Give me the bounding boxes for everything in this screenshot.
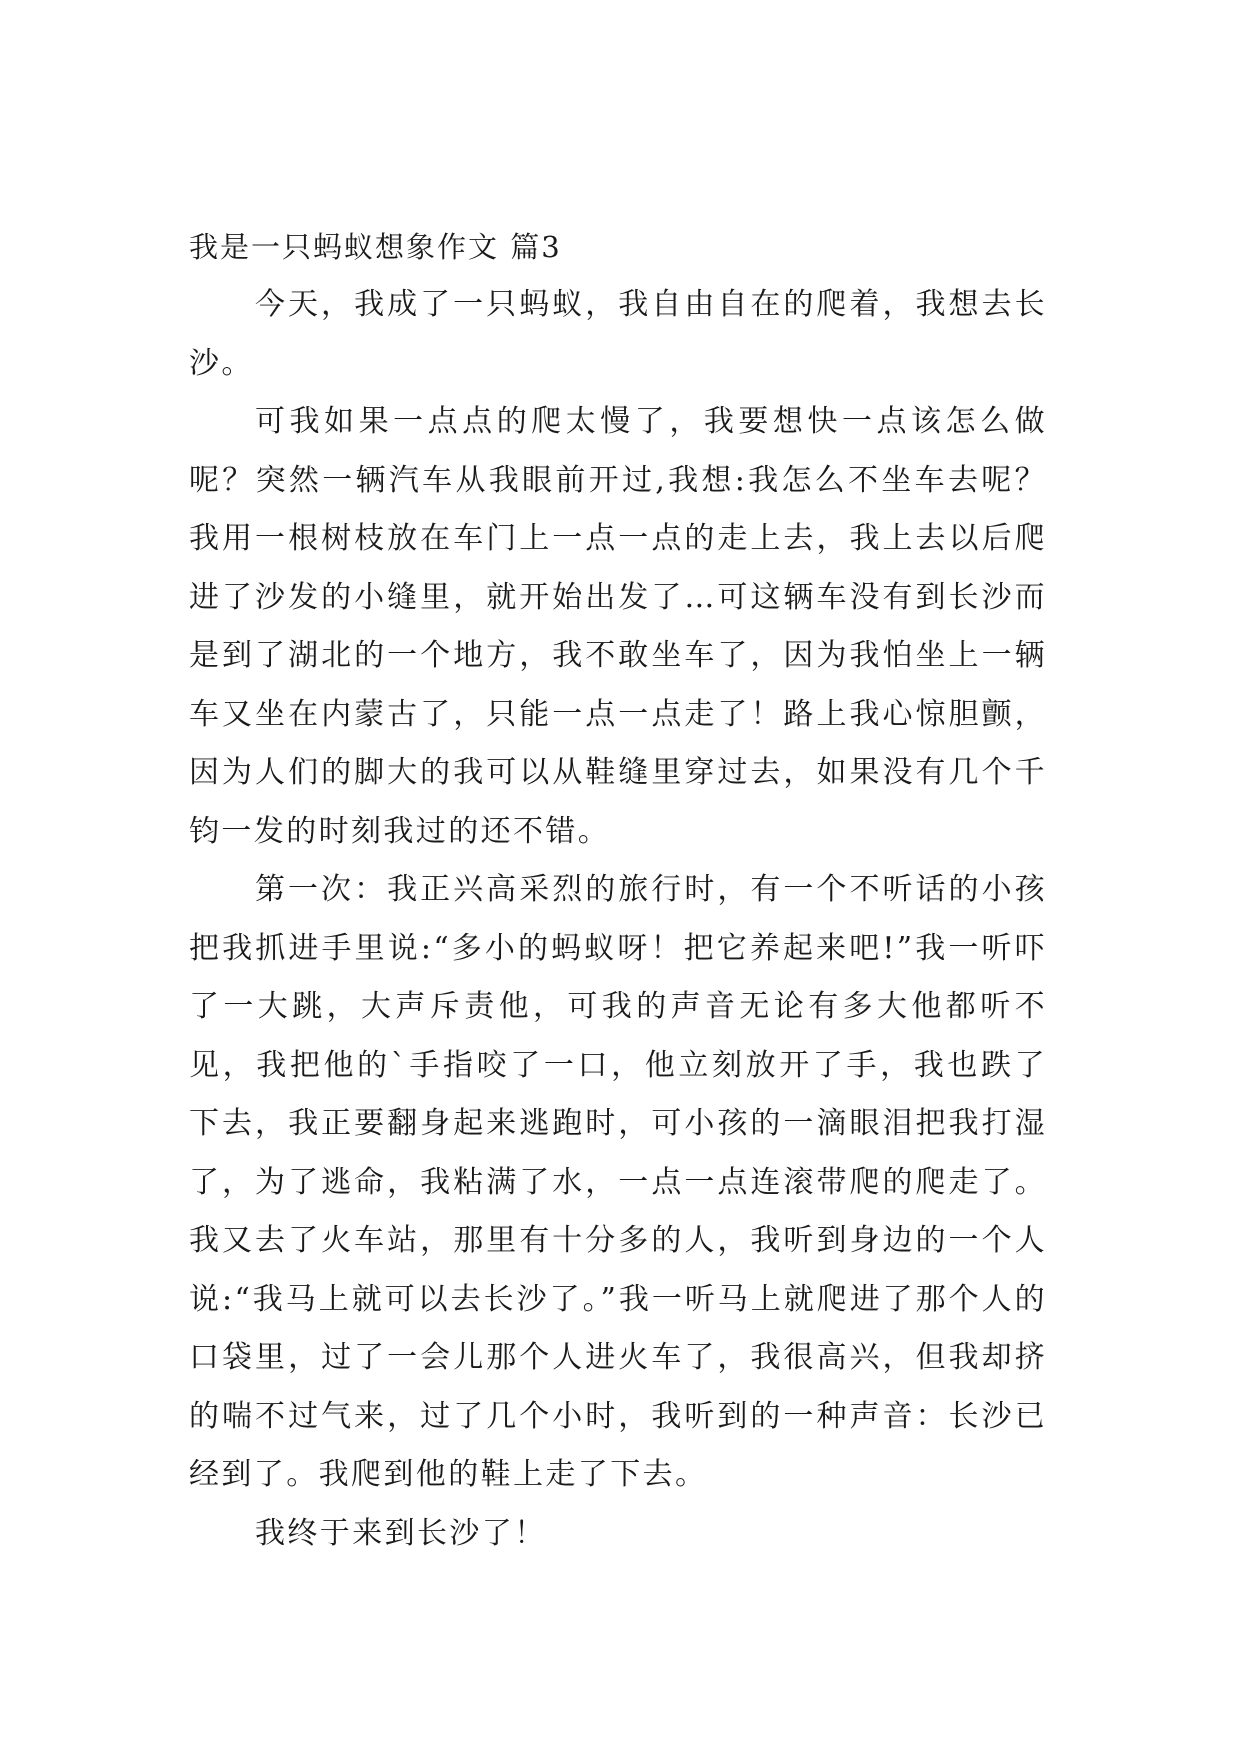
paragraph-2: 可我如果一点点的爬太慢了，我要想快一点该怎么做呢？突然一辆汽车从我眼前开过,我想:我怎么不坐车去呢？我用一根树枝放在车门上一点一点的走上去，我上去以后爬进了沙发的小缝里，就开始出发了…可这辆车没有到长沙而是到了湖北的一个地方，我不敢坐车了，因为我怕坐上一辆车又坐在内蒙古了，只能一点一点走了！路上我心惊胆颤，因为人们的脚大的我可以从鞋缝里穿过去，如果没有几个千钧一发的时刻我过的还不错。: [189, 404, 1047, 849]
paragraph-3: 第一次：我正兴高采烈的旅行时，有一个不听话的小孩把我抓进手里说:“多小的蚂蚁呀！把它养起来吧!”我一听吓了一大跳，大声斥责他，可我的声音无论有多大他都听不见，我把他的`手指咬了一口，他立刻放开了手，我也跌了下去，我正要翻身起来逃跑时，可小孩的一滴眼泪把我打湿了，为了逃命，我粘满了水，一点一点连滚带爬的爬走了。我又去了火车站，那里有十分多的人，我听到身边的一个人说:“我马上就可以去长沙了。”我一听马上就爬进了那个人的口袋里，过了一会儿那个人进火车了，我很高兴，但我却挤的喘不过气来，过了几个小时，我听到的一种声音：长沙已经到了。我爬到他的鞋上走了下去。: [189, 872, 1047, 1492]
document-page: [189, 218, 1047, 1563]
document-title: 我是一只蚂蚁想象作文 篇3: [189, 230, 562, 264]
paragraph-4: 我终于来到长沙了！: [255, 1515, 547, 1551]
paragraph-1: 今天，我成了一只蚂蚁，我自由自在的爬着，我想去长沙。: [189, 287, 1047, 381]
